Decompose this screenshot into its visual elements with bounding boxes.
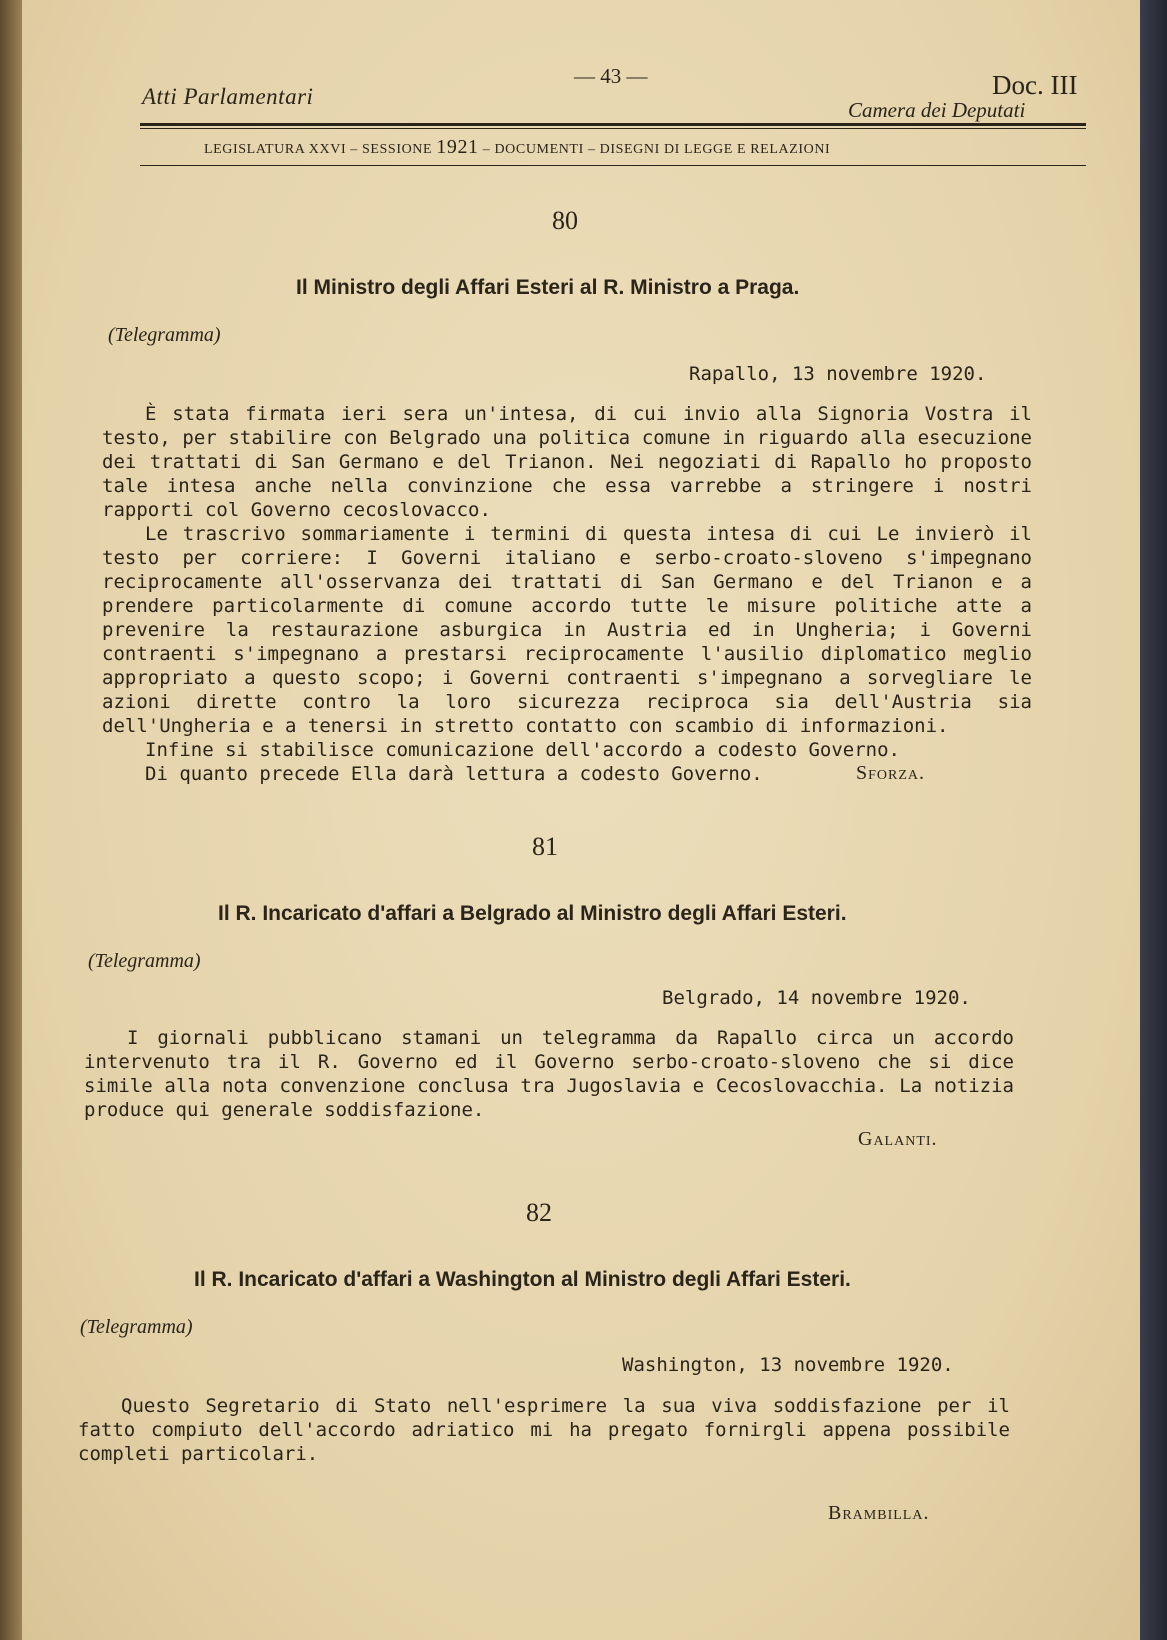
signature: Sforza. xyxy=(856,762,926,784)
document-body xyxy=(102,402,1032,786)
page-edge-shadow xyxy=(1140,0,1167,1640)
document-title: Il Ministro degli Affari Esteri al R. Ministro a Praga. xyxy=(296,276,800,299)
document-title: Il R. Incaricato d'affari a Belgrado al Ministro degli Affari Esteri. xyxy=(218,902,847,925)
paragraph: È stata firmata ieri sera un'intesa, di cui invio alla Signoria Vostra il testo, per stabilire con Belgrado una politica comune in riguardo alla esecuzione dei trattati di San Germano e del Trianon. Nei negoziati di Rapallo ho proposto tale intesa anche nella convinzione che essa varrebbe a stringere i nostri rapporti col Governo cecoslovacco. xyxy=(102,403,1032,521)
subtitle-part-a: LEGISLATURA XXVI – SESSIONE xyxy=(204,142,437,157)
document-type: (Telegramma) xyxy=(108,324,221,346)
place-date: Washington, 13 novembre 1920. xyxy=(622,1354,954,1376)
header-left: Atti Parlamentari xyxy=(142,84,314,109)
signature: Brambilla. xyxy=(828,1502,930,1524)
header-subtitle xyxy=(204,136,1024,159)
paragraph: Infine si stabilisce comunicazione dell'accordo a codesto Governo. xyxy=(145,739,900,761)
paragraph: Questo Segretario di Stato nell'esprimere la sua viva soddisfazione per il fatto compiuto dell'accordo adriatico mi ha pregato fornirgli appena possibile completi particolari. xyxy=(78,1395,1010,1465)
document-number: 82 xyxy=(526,1198,552,1227)
book-spine xyxy=(0,0,22,1640)
place-date: Belgrado, 14 novembre 1920. xyxy=(662,987,971,1009)
paragraph: I giornali pubblicano stamani un telegramma da Rapallo circa un accordo intervenuto tra il R. Governo ed il Governo serbo-croato-sloveno che si dice simile alla nota convenzione conclusa tra Jugoslavia e Cecoslovacchia. La notizia produce qui generale soddisfazione. xyxy=(84,1027,1014,1121)
paragraph: Di quanto precede Ella darà lettura a codesto Governo. xyxy=(145,763,763,785)
header-rule-bottom xyxy=(140,165,1086,166)
header-right: Camera dei Deputati xyxy=(848,98,1026,122)
document-body xyxy=(84,1026,1014,1122)
signature: Galanti. xyxy=(858,1128,938,1150)
page-number: — 43 — xyxy=(574,64,648,88)
header-rule-thin xyxy=(140,128,1086,129)
header-rule-thick xyxy=(140,123,1086,126)
document-title: Il R. Incaricato d'affari a Washington al Ministro degli Affari Esteri. xyxy=(194,1268,851,1291)
subtitle-part-b: – DOCUMENTI – DISEGNI DI LEGGE E RELAZIONI xyxy=(478,142,831,157)
document-body xyxy=(78,1394,1010,1466)
document-page xyxy=(22,0,1140,1640)
document-number: 81 xyxy=(532,832,558,861)
place-date: Rapallo, 13 novembre 1920. xyxy=(689,363,987,385)
header-doc: Doc. III xyxy=(992,70,1078,100)
subtitle-year: 1921 xyxy=(436,136,479,158)
paragraph: Le trascrivo sommariamente i termini di questa intesa di cui Le invierò il testo per corriere: I Governi italiano e serbo-croato-sloveno s'impegnano reciprocamente all'osservanza dei trattati di San Germano e del Trianon e a prendere particolarmente di comune accordo tutte le misure politiche atte a prevenire la restaurazione asburgica in Austria ed in Ungheria; i Governi contraenti s'impegnano a prestarsi reciprocamente l'ausilio diplomatico meglio appropriato a questo scopo; i Governi contraenti s'impegnano a sorvegliare le azioni dirette contro la loro sicurezza reciproca sia dell'Austria sia dell'Ungheria e a tenersi in stretto contatto con scambio di informazioni. xyxy=(102,523,1032,737)
document-type: (Telegramma) xyxy=(88,950,201,972)
document-type: (Telegramma) xyxy=(80,1316,193,1338)
document-number: 80 xyxy=(552,206,578,235)
